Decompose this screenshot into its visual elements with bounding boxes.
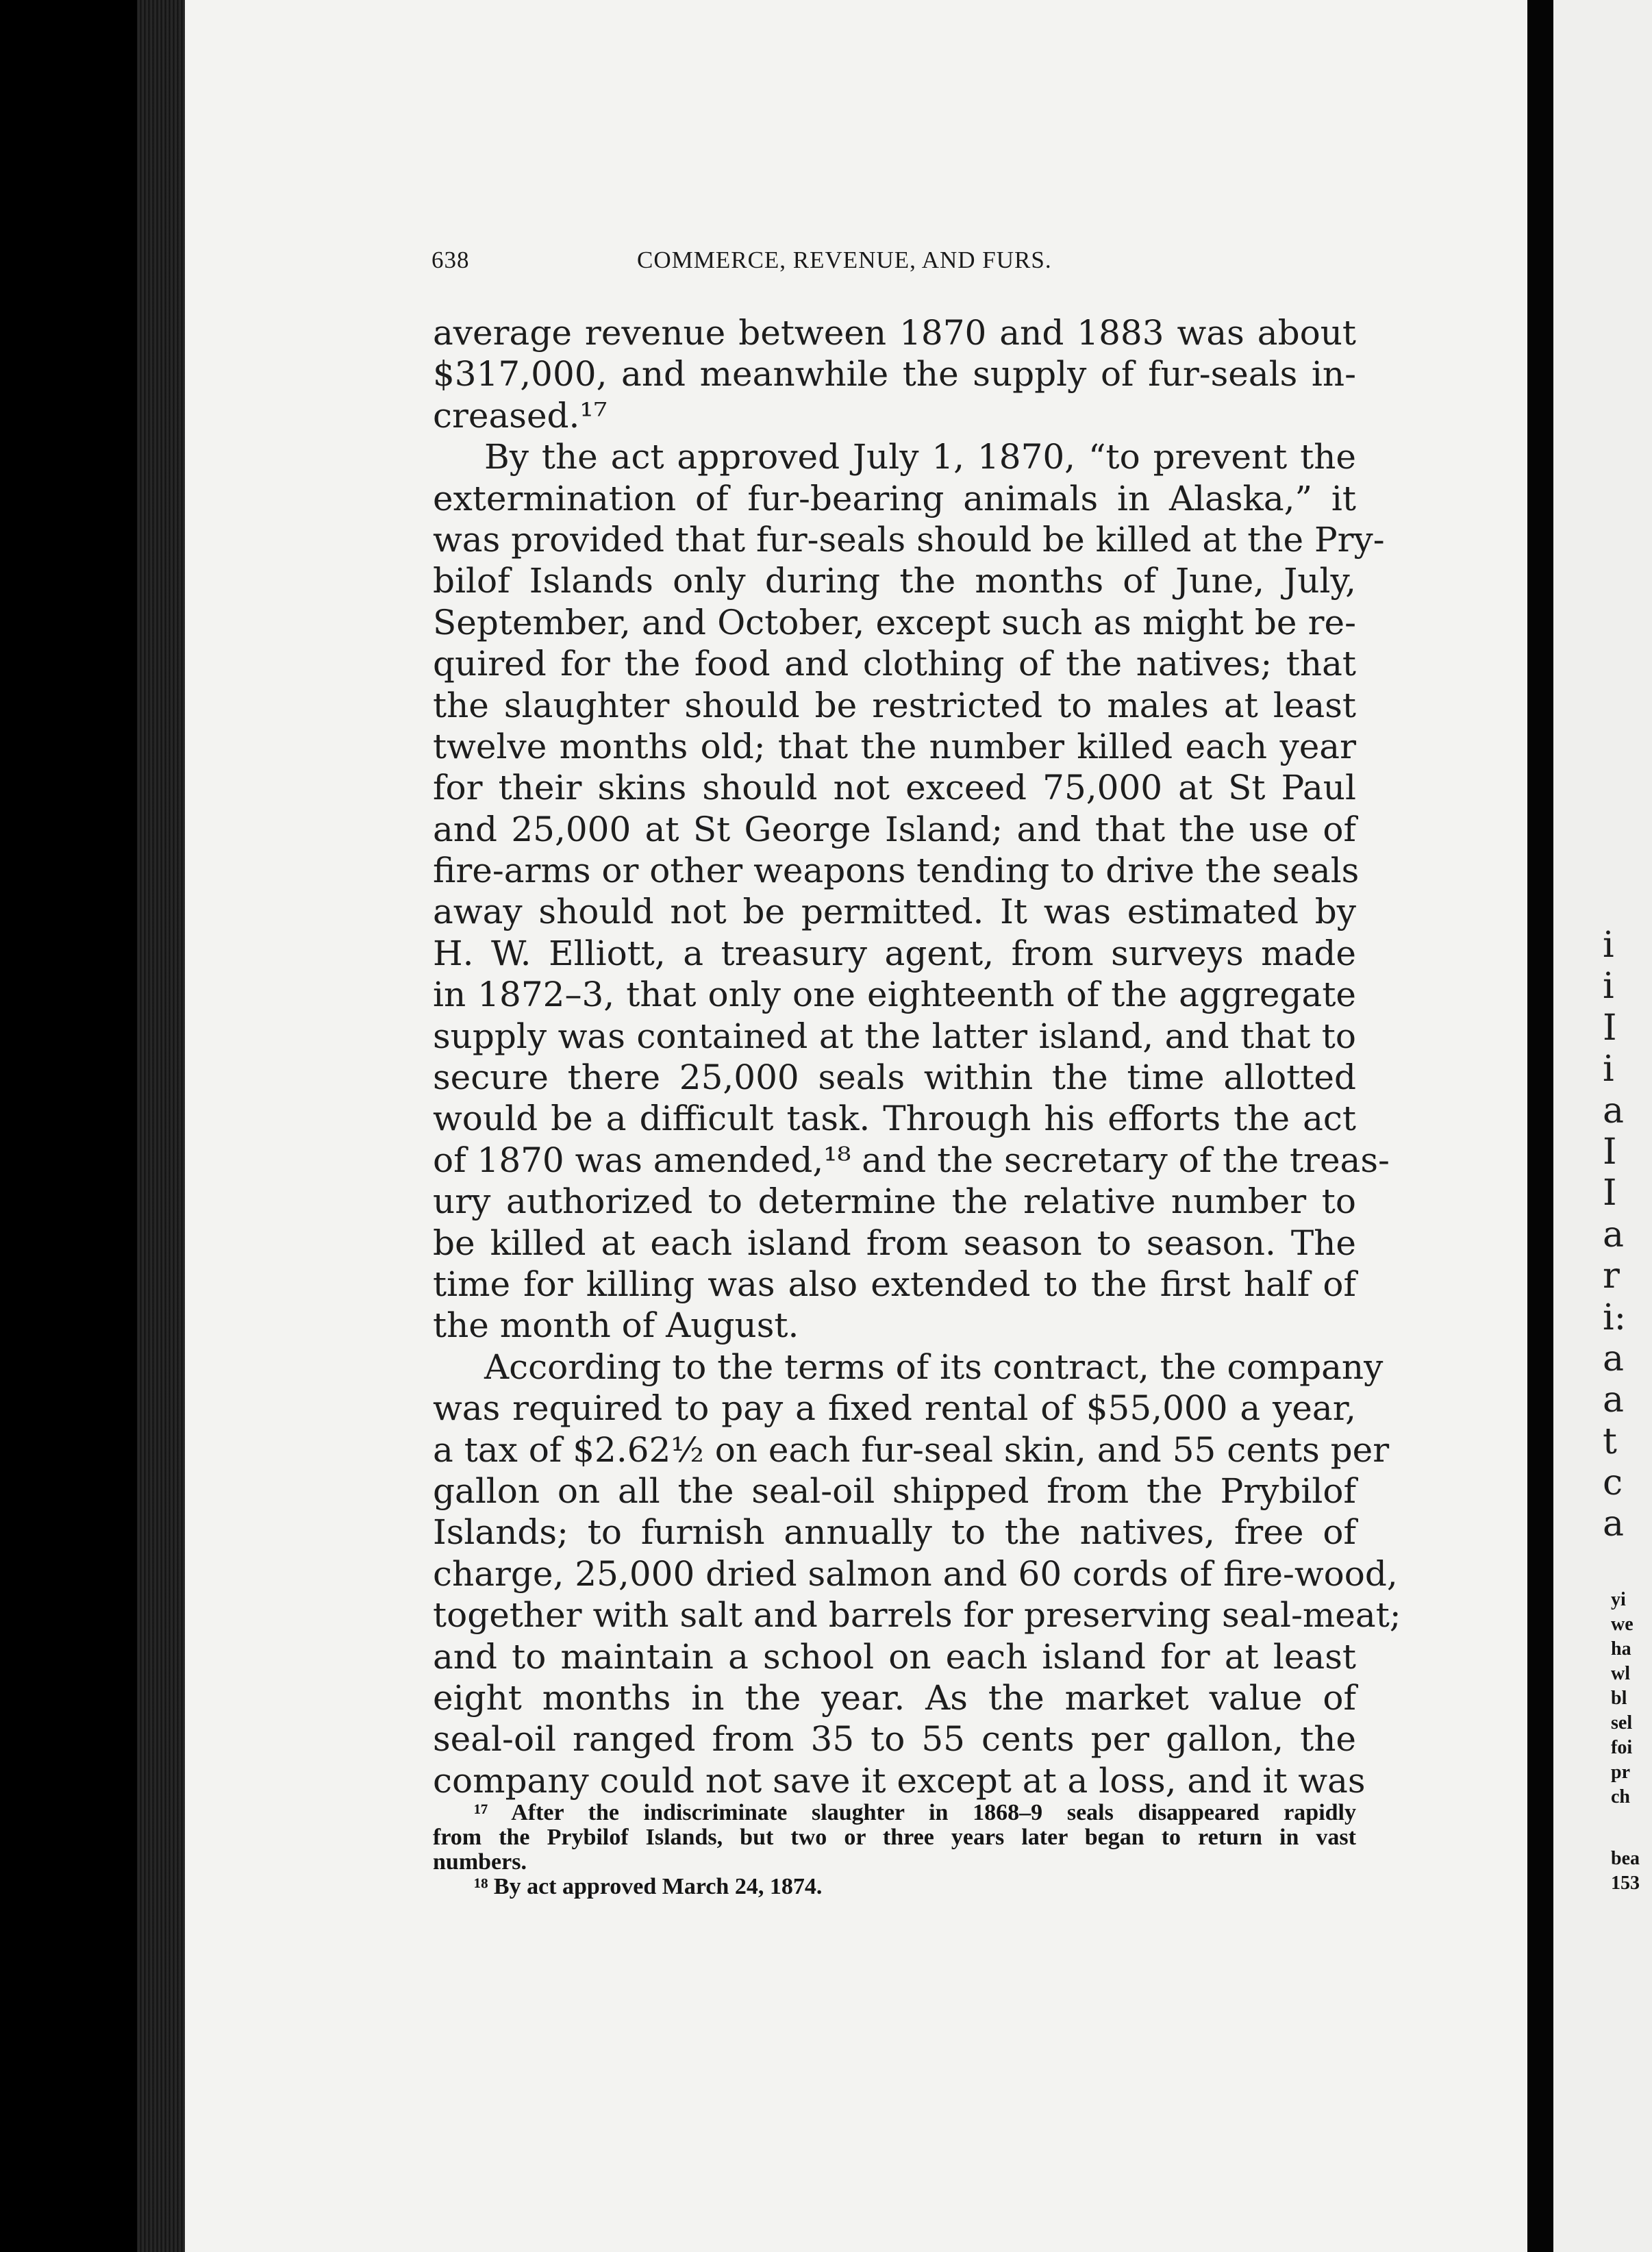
facing-fragment: c xyxy=(1603,1462,1623,1504)
body-line: extermination of fur-bearing animals in Alaska,” it xyxy=(433,478,1356,518)
footnote-line: numbers. xyxy=(433,1849,527,1875)
body-line: Islands; to furnish annually to the natives, free of xyxy=(433,1512,1356,1553)
body-line: seal-oil ranged from 35 to 55 cents per gallon, the xyxy=(433,1719,1356,1760)
body-line: the month of August. xyxy=(433,1305,799,1346)
body-line: a tax of $2.62½ on each fur-seal skin, and 55 cents per xyxy=(433,1429,1390,1470)
footnotes xyxy=(433,1801,1356,1899)
facing-footnote-fragment: yi xyxy=(1611,1589,1626,1610)
body-line: and 25,000 at St George Island; and that the use of xyxy=(433,809,1356,849)
facing-footnote-fragment: foi xyxy=(1611,1737,1633,1758)
facing-fragment: i xyxy=(1603,925,1614,966)
facing-footnote-fragment: pr xyxy=(1611,1762,1630,1783)
facing-footnote-fragment: ch xyxy=(1611,1786,1630,1807)
body-line: the slaughter should be restricted to males at least xyxy=(433,685,1356,725)
facing-footnote-fragment: ha xyxy=(1611,1638,1631,1660)
body-line: fire-arms or other weapons tending to drive the seals xyxy=(433,851,1360,891)
facing-fragment: a xyxy=(1603,1214,1625,1255)
body-line: September, and October, except such as might be re- xyxy=(433,602,1356,642)
book-gutter xyxy=(1527,0,1553,2252)
facing-fragment: a xyxy=(1603,1503,1625,1545)
body-line: was required to pay a fixed rental of $55,000 a year, xyxy=(433,1388,1356,1429)
body-text xyxy=(433,312,1401,1801)
facing-fragment: i xyxy=(1603,966,1614,1008)
facing-page-footnote-fragments xyxy=(1611,1588,1652,1896)
body-line: By the act approved July 1, 1870, “to prevent the xyxy=(484,437,1356,477)
body-line: H. W. Elliott, a treasury agent, from surveys made xyxy=(433,933,1356,973)
body-line: in 1872–3, that only one eighteenth of the aggregate xyxy=(433,975,1356,1015)
facing-footnote-fragment: we xyxy=(1611,1614,1634,1635)
body-line: $317,000, and meanwhile the supply of fur-seals in- xyxy=(433,354,1356,395)
body-line: twelve months old; that the number killed each year xyxy=(433,726,1356,766)
page-edge-stack xyxy=(137,0,185,2252)
facing-fragment: i: xyxy=(1603,1297,1627,1338)
body-line: quired for the food and clothing of the natives; that xyxy=(433,644,1356,684)
body-line: for their skins should not exceed 75,000 at St Paul xyxy=(433,768,1356,808)
page-number: 638 xyxy=(431,247,470,273)
facing-fragment: i xyxy=(1603,1049,1614,1090)
facing-fragment: I xyxy=(1603,1131,1617,1173)
body-line: company could not save it except at a loss, and it was xyxy=(433,1760,1366,1801)
spacer xyxy=(1611,1810,1652,1847)
body-line: average revenue between 1870 and 1883 was about xyxy=(433,313,1356,353)
facing-footnote-fragment: bea xyxy=(1611,1848,1640,1869)
facing-footnote-fragment: bl xyxy=(1611,1688,1627,1709)
body-line: creased.¹⁷ xyxy=(433,395,608,436)
facing-page-text-fragments xyxy=(1603,925,1652,1545)
facing-fragment: I xyxy=(1603,1007,1617,1049)
body-line: together with salt and barrels for preserving seal-meat; xyxy=(433,1595,1401,1636)
body-line: time for killing was also extended to the first half of xyxy=(433,1264,1356,1304)
facing-fragment: a xyxy=(1603,1338,1625,1379)
footnote-line: ¹⁷ After the indiscriminate slaughter in 1868–9 seals disappeared rapidly xyxy=(474,1800,1356,1825)
body-line: away should not be permitted. It was estimated by xyxy=(433,892,1356,932)
body-line: supply was contained at the latter island, and that to xyxy=(433,1016,1356,1056)
running-head: COMMERCE, REVENUE, AND FURS. xyxy=(637,247,1052,273)
facing-footnote-fragment: wl xyxy=(1611,1663,1630,1684)
facing-fragment: a xyxy=(1603,1090,1625,1131)
facing-fragment: r xyxy=(1603,1255,1620,1297)
footnote-line: ¹⁸ By act approved March 24, 1874. xyxy=(474,1874,823,1899)
page-header xyxy=(431,247,1157,281)
facing-fragment: I xyxy=(1603,1173,1617,1214)
body-line: gallon on all the seal-oil shipped from the Prybilof xyxy=(433,1471,1356,1511)
body-line: secure there 25,000 seals within the time allotted xyxy=(433,1058,1356,1098)
body-line: would be a difficult task. Through his efforts the act xyxy=(433,1099,1356,1139)
body-line: of 1870 was amended,¹⁸ and the secretary of the treas- xyxy=(433,1140,1390,1180)
facing-footnote-fragment: sel xyxy=(1611,1712,1633,1734)
body-line: be killed at each island from season to season. The xyxy=(433,1223,1356,1263)
facing-fragment: a xyxy=(1603,1379,1625,1421)
body-line: bilof Islands only during the months of June, July, xyxy=(433,561,1356,601)
body-line: was provided that fur-seals should be killed at the Pry- xyxy=(433,519,1385,560)
body-line: charge, 25,000 dried salmon and 60 cords of fire-wood, xyxy=(433,1553,1398,1594)
body-line: eight months in the year. As the market value of xyxy=(433,1677,1356,1718)
facing-footnote-fragment: 153 xyxy=(1611,1873,1640,1894)
body-line: and to maintain a school on each island for at least xyxy=(433,1636,1356,1677)
facing-fragment: t xyxy=(1603,1421,1617,1462)
footnote-line: from the Prybilof Islands, but two or three years later began to return in vast xyxy=(433,1825,1356,1850)
body-line: According to the terms of its contract, the company xyxy=(484,1347,1384,1387)
body-line: ury authorized to determine the relative number to xyxy=(433,1181,1356,1222)
